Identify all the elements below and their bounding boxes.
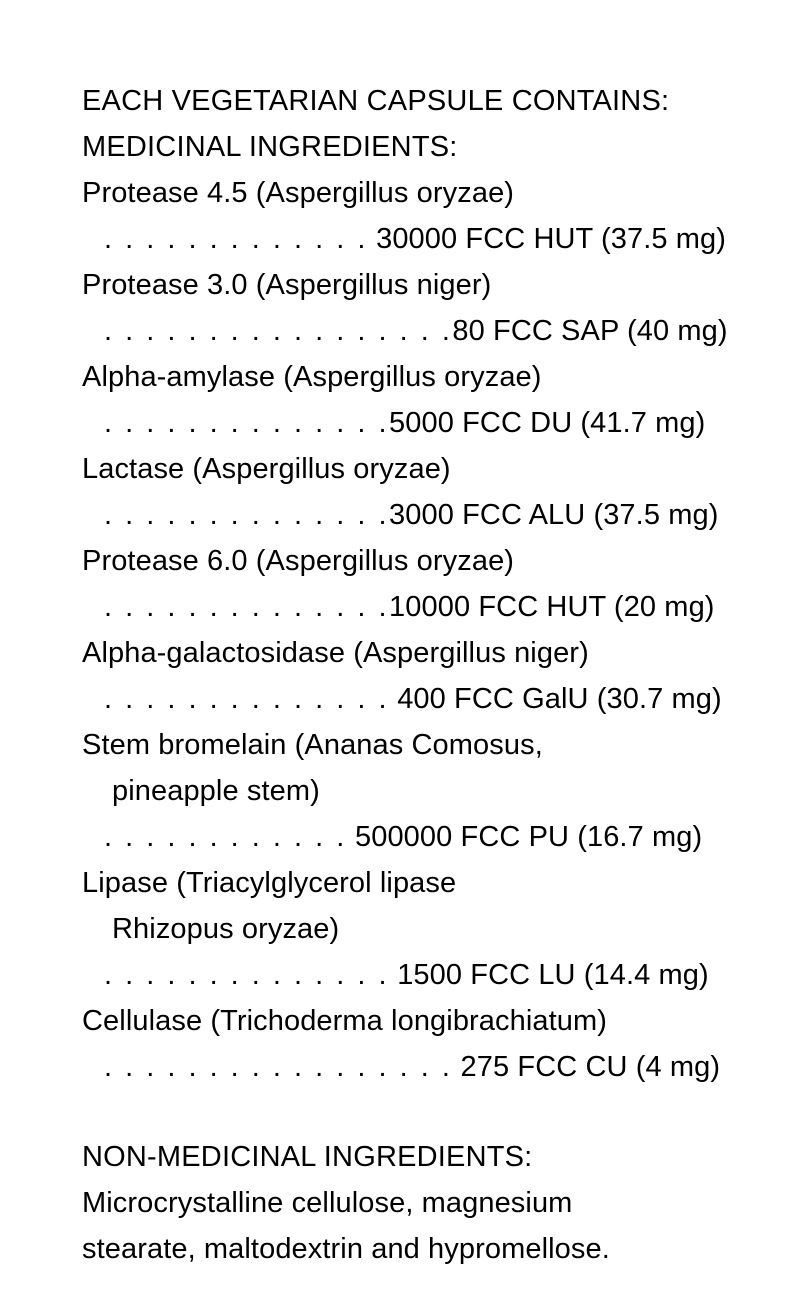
supplement-facts-label xyxy=(82,78,728,1272)
ingredient-amount-row xyxy=(82,676,722,722)
ingredient-amount-row xyxy=(82,308,728,354)
ingredient-amount: 1500 FCC LU (14.4 mg) xyxy=(389,959,709,991)
leader-dots: . . . . . . . . . . . . . . xyxy=(104,591,390,623)
ingredient-amount: 10000 FCC HUT (20 mg) xyxy=(389,591,715,623)
ingredient-amount: 5000 FCC DU (41.7 mg) xyxy=(389,407,706,439)
ingredient-amount: 400 FCC GalU (30.7 mg) xyxy=(389,683,722,715)
non-medicinal-text-line-2: stearate, maltodextrin and hypromellose. xyxy=(82,1233,610,1265)
ingredient-name: Alpha-amylase (Aspergillus oryzae) xyxy=(82,361,542,393)
ingredient-amount: 30000 FCC HUT (37.5 mg) xyxy=(367,223,726,255)
leader-dots: . . . . . . . . . . . . . . . . . xyxy=(104,1051,453,1083)
leader-dots: . . . . . . . . . . . . . . xyxy=(104,959,390,991)
ingredient-name: Cellulase (Trichoderma longibrachiatum) xyxy=(82,1005,608,1037)
ingredient-name: Lactase (Aspergillus oryzae) xyxy=(82,453,451,485)
ingredient-name: Protease 6.0 (Aspergillus oryzae) xyxy=(82,545,515,577)
ingredient-name: Protease 3.0 (Aspergillus niger) xyxy=(82,269,492,301)
ingredient-amount: 275 FCC CU (4 mg) xyxy=(452,1051,721,1083)
leader-dots: . . . . . . . . . . . . . . . . . xyxy=(104,315,453,347)
ingredient-amount: 500000 FCC PU (16.7 mg) xyxy=(346,821,703,853)
ingredient-name-continued: Rhizopus oryzae) xyxy=(112,913,340,945)
ingredient-name: Lipase (Triacylglycerol lipase xyxy=(82,867,457,899)
label-heading-non-medicinal: NON-MEDICINAL INGREDIENTS: xyxy=(82,1141,533,1173)
leader-dots: . . . . . . . . . . . . . . xyxy=(104,499,390,531)
ingredient-amount-row xyxy=(82,814,722,860)
ingredient-amount-row xyxy=(82,216,726,262)
ingredient-amount-row xyxy=(82,492,722,538)
ingredient-amount-row xyxy=(82,400,722,446)
ingredient-name-continued: pineapple stem) xyxy=(112,775,320,807)
non-medicinal-text-line-1: Microcrystalline cellulose, magnesium xyxy=(82,1187,573,1219)
leader-dots: . . . . . . . . . . . . . . xyxy=(104,683,390,715)
label-heading-medicinal-ingredients: MEDICINAL INGREDIENTS: xyxy=(82,131,458,163)
ingredient-name: Stem bromelain (Ananas Comosus, xyxy=(82,729,543,761)
ingredient-amount-row xyxy=(82,952,722,998)
section-spacer xyxy=(82,1090,722,1134)
leader-dots: . . . . . . . . . . . . xyxy=(104,821,347,853)
ingredient-amount-row xyxy=(82,1044,722,1090)
ingredient-name: Alpha-galactosidase (Aspergillus niger) xyxy=(82,637,589,669)
ingredient-amount: 3000 FCC ALU (37.5 mg) xyxy=(389,499,719,531)
ingredient-amount: 80 FCC SAP (40 mg) xyxy=(452,315,728,347)
leader-dots: . . . . . . . . . . . . . . xyxy=(104,407,390,439)
label-heading-capsule-contains: EACH VEGETARIAN CAPSULE CONTAINS: xyxy=(82,85,670,117)
ingredient-amount-row xyxy=(82,584,722,630)
leader-dots: . . . . . . . . . . . . . xyxy=(104,223,368,255)
ingredient-name: Protease 4.5 (Aspergillus oryzae) xyxy=(82,177,515,209)
